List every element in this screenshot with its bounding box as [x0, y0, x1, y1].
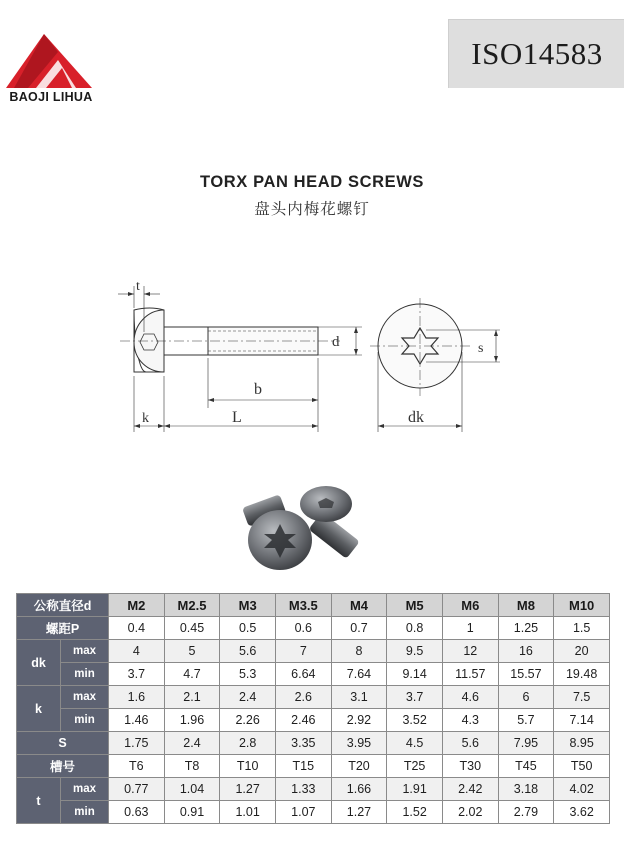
value-cell: 3.1 — [331, 686, 387, 709]
value-cell: 7.64 — [331, 663, 387, 686]
value-cell: 5.7 — [498, 709, 554, 732]
value-cell: T50 — [554, 755, 610, 778]
value-cell: 4.5 — [387, 732, 443, 755]
value-cell: 5.6 — [442, 732, 498, 755]
value-cell: T45 — [498, 755, 554, 778]
row-sub-label: max — [61, 640, 109, 663]
value-cell: 2.79 — [498, 801, 554, 824]
value-cell: 3.52 — [387, 709, 443, 732]
label-d: d — [332, 334, 340, 350]
table-header-row — [17, 594, 610, 617]
size-header-cell: M2 — [109, 594, 165, 617]
table-row — [17, 801, 610, 824]
label-s: s — [478, 341, 484, 356]
size-header-cell: M5 — [387, 594, 443, 617]
value-cell: 19.48 — [554, 663, 610, 686]
value-cell: 2.46 — [275, 709, 331, 732]
row-group-label: k — [17, 686, 61, 732]
value-cell: 0.45 — [164, 617, 220, 640]
table-row — [17, 778, 610, 801]
value-cell: 7 — [275, 640, 331, 663]
table-row — [17, 709, 610, 732]
value-cell: 12 — [442, 640, 498, 663]
value-cell: 1.46 — [109, 709, 165, 732]
value-cell: 0.6 — [275, 617, 331, 640]
value-cell: 1.07 — [275, 801, 331, 824]
value-cell: 2.1 — [164, 686, 220, 709]
row-group-label: t — [17, 778, 61, 824]
value-cell: 1.96 — [164, 709, 220, 732]
value-cell: T30 — [442, 755, 498, 778]
value-cell: 9.5 — [387, 640, 443, 663]
table-row — [17, 640, 610, 663]
product-photo — [222, 482, 382, 585]
row-sub-label: max — [61, 686, 109, 709]
label-L: L — [232, 409, 242, 426]
row-group-label: S — [17, 732, 109, 755]
value-cell: 7.14 — [554, 709, 610, 732]
value-cell: 2.42 — [442, 778, 498, 801]
value-cell: T8 — [164, 755, 220, 778]
value-cell: 1.01 — [220, 801, 276, 824]
row-sub-label: min — [61, 801, 109, 824]
value-cell: 2.02 — [442, 801, 498, 824]
value-cell: 1.25 — [498, 617, 554, 640]
value-cell: 1.66 — [331, 778, 387, 801]
table-row — [17, 686, 610, 709]
value-cell: 4 — [109, 640, 165, 663]
label-dk: dk — [408, 409, 424, 426]
value-cell: 4.7 — [164, 663, 220, 686]
specification-table — [16, 593, 610, 824]
row-group-label: dk — [17, 640, 61, 686]
row-group-label: 槽号 — [17, 755, 109, 778]
value-cell: 1.27 — [220, 778, 276, 801]
value-cell: 0.77 — [109, 778, 165, 801]
size-header-cell: M10 — [554, 594, 610, 617]
value-cell: 15.57 — [498, 663, 554, 686]
value-cell: 7.5 — [554, 686, 610, 709]
size-header-cell: M6 — [442, 594, 498, 617]
value-cell: 1.52 — [387, 801, 443, 824]
value-cell: 6 — [498, 686, 554, 709]
company-logo — [6, 32, 92, 108]
value-cell: 4.6 — [442, 686, 498, 709]
value-cell: 5.3 — [220, 663, 276, 686]
value-cell: 1.91 — [387, 778, 443, 801]
row-sub-label: min — [61, 709, 109, 732]
value-cell: 1.04 — [164, 778, 220, 801]
row-group-label: 螺距P — [17, 617, 109, 640]
label-t: t — [136, 279, 140, 294]
title-english: TORX PAN HEAD SCREWS — [199, 173, 425, 191]
value-cell: 3.18 — [498, 778, 554, 801]
value-cell: T10 — [220, 755, 276, 778]
standard-number: ISO14583 — [471, 36, 603, 71]
value-cell: 0.91 — [164, 801, 220, 824]
value-cell: T6 — [109, 755, 165, 778]
value-cell: 0.5 — [220, 617, 276, 640]
row-sub-label: max — [61, 778, 109, 801]
value-cell: 3.95 — [331, 732, 387, 755]
value-cell: 9.14 — [387, 663, 443, 686]
triangle-logo-icon — [6, 32, 92, 90]
value-cell: 1.75 — [109, 732, 165, 755]
value-cell: 0.7 — [331, 617, 387, 640]
title-chinese: 盘头内梅花螺钉 — [254, 200, 370, 218]
size-header-cell: M3 — [220, 594, 276, 617]
standard-box — [448, 19, 624, 88]
value-cell: T20 — [331, 755, 387, 778]
size-header-cell: M8 — [498, 594, 554, 617]
value-cell: 1.6 — [109, 686, 165, 709]
brand-name: BAOJI LIHUA — [9, 90, 93, 104]
value-cell: 0.8 — [387, 617, 443, 640]
value-cell: 20 — [554, 640, 610, 663]
value-cell: 8.95 — [554, 732, 610, 755]
value-cell: 2.26 — [220, 709, 276, 732]
technical-drawing — [100, 272, 520, 449]
value-cell: T25 — [387, 755, 443, 778]
table-row — [17, 732, 610, 755]
value-cell: 3.7 — [387, 686, 443, 709]
value-cell: 2.92 — [331, 709, 387, 732]
value-cell: 7.95 — [498, 732, 554, 755]
value-cell: 2.6 — [275, 686, 331, 709]
value-cell: 1.27 — [331, 801, 387, 824]
label-k: k — [142, 411, 149, 426]
value-cell: T15 — [275, 755, 331, 778]
size-header-cell: M3.5 — [275, 594, 331, 617]
value-cell: 0.4 — [109, 617, 165, 640]
size-header-cell: M2.5 — [164, 594, 220, 617]
value-cell: 3.35 — [275, 732, 331, 755]
value-cell: 1.5 — [554, 617, 610, 640]
value-cell: 5 — [164, 640, 220, 663]
value-cell: 11.57 — [442, 663, 498, 686]
table-row — [17, 755, 610, 778]
value-cell: 3.7 — [109, 663, 165, 686]
value-cell: 4.02 — [554, 778, 610, 801]
value-cell: 5.6 — [220, 640, 276, 663]
row-sub-label: min — [61, 663, 109, 686]
size-header-cell: M4 — [331, 594, 387, 617]
value-cell: 6.64 — [275, 663, 331, 686]
value-cell: 1.33 — [275, 778, 331, 801]
label-b: b — [254, 381, 262, 398]
value-cell: 1 — [442, 617, 498, 640]
table-row — [17, 663, 610, 686]
header-label-cell: 公称直径d — [17, 594, 109, 617]
value-cell: 3.62 — [554, 801, 610, 824]
table-row — [17, 617, 610, 640]
value-cell: 16 — [498, 640, 554, 663]
value-cell: 4.3 — [442, 709, 498, 732]
value-cell: 2.8 — [220, 732, 276, 755]
value-cell: 0.63 — [109, 801, 165, 824]
value-cell: 2.4 — [220, 686, 276, 709]
value-cell: 2.4 — [164, 732, 220, 755]
value-cell: 8 — [331, 640, 387, 663]
